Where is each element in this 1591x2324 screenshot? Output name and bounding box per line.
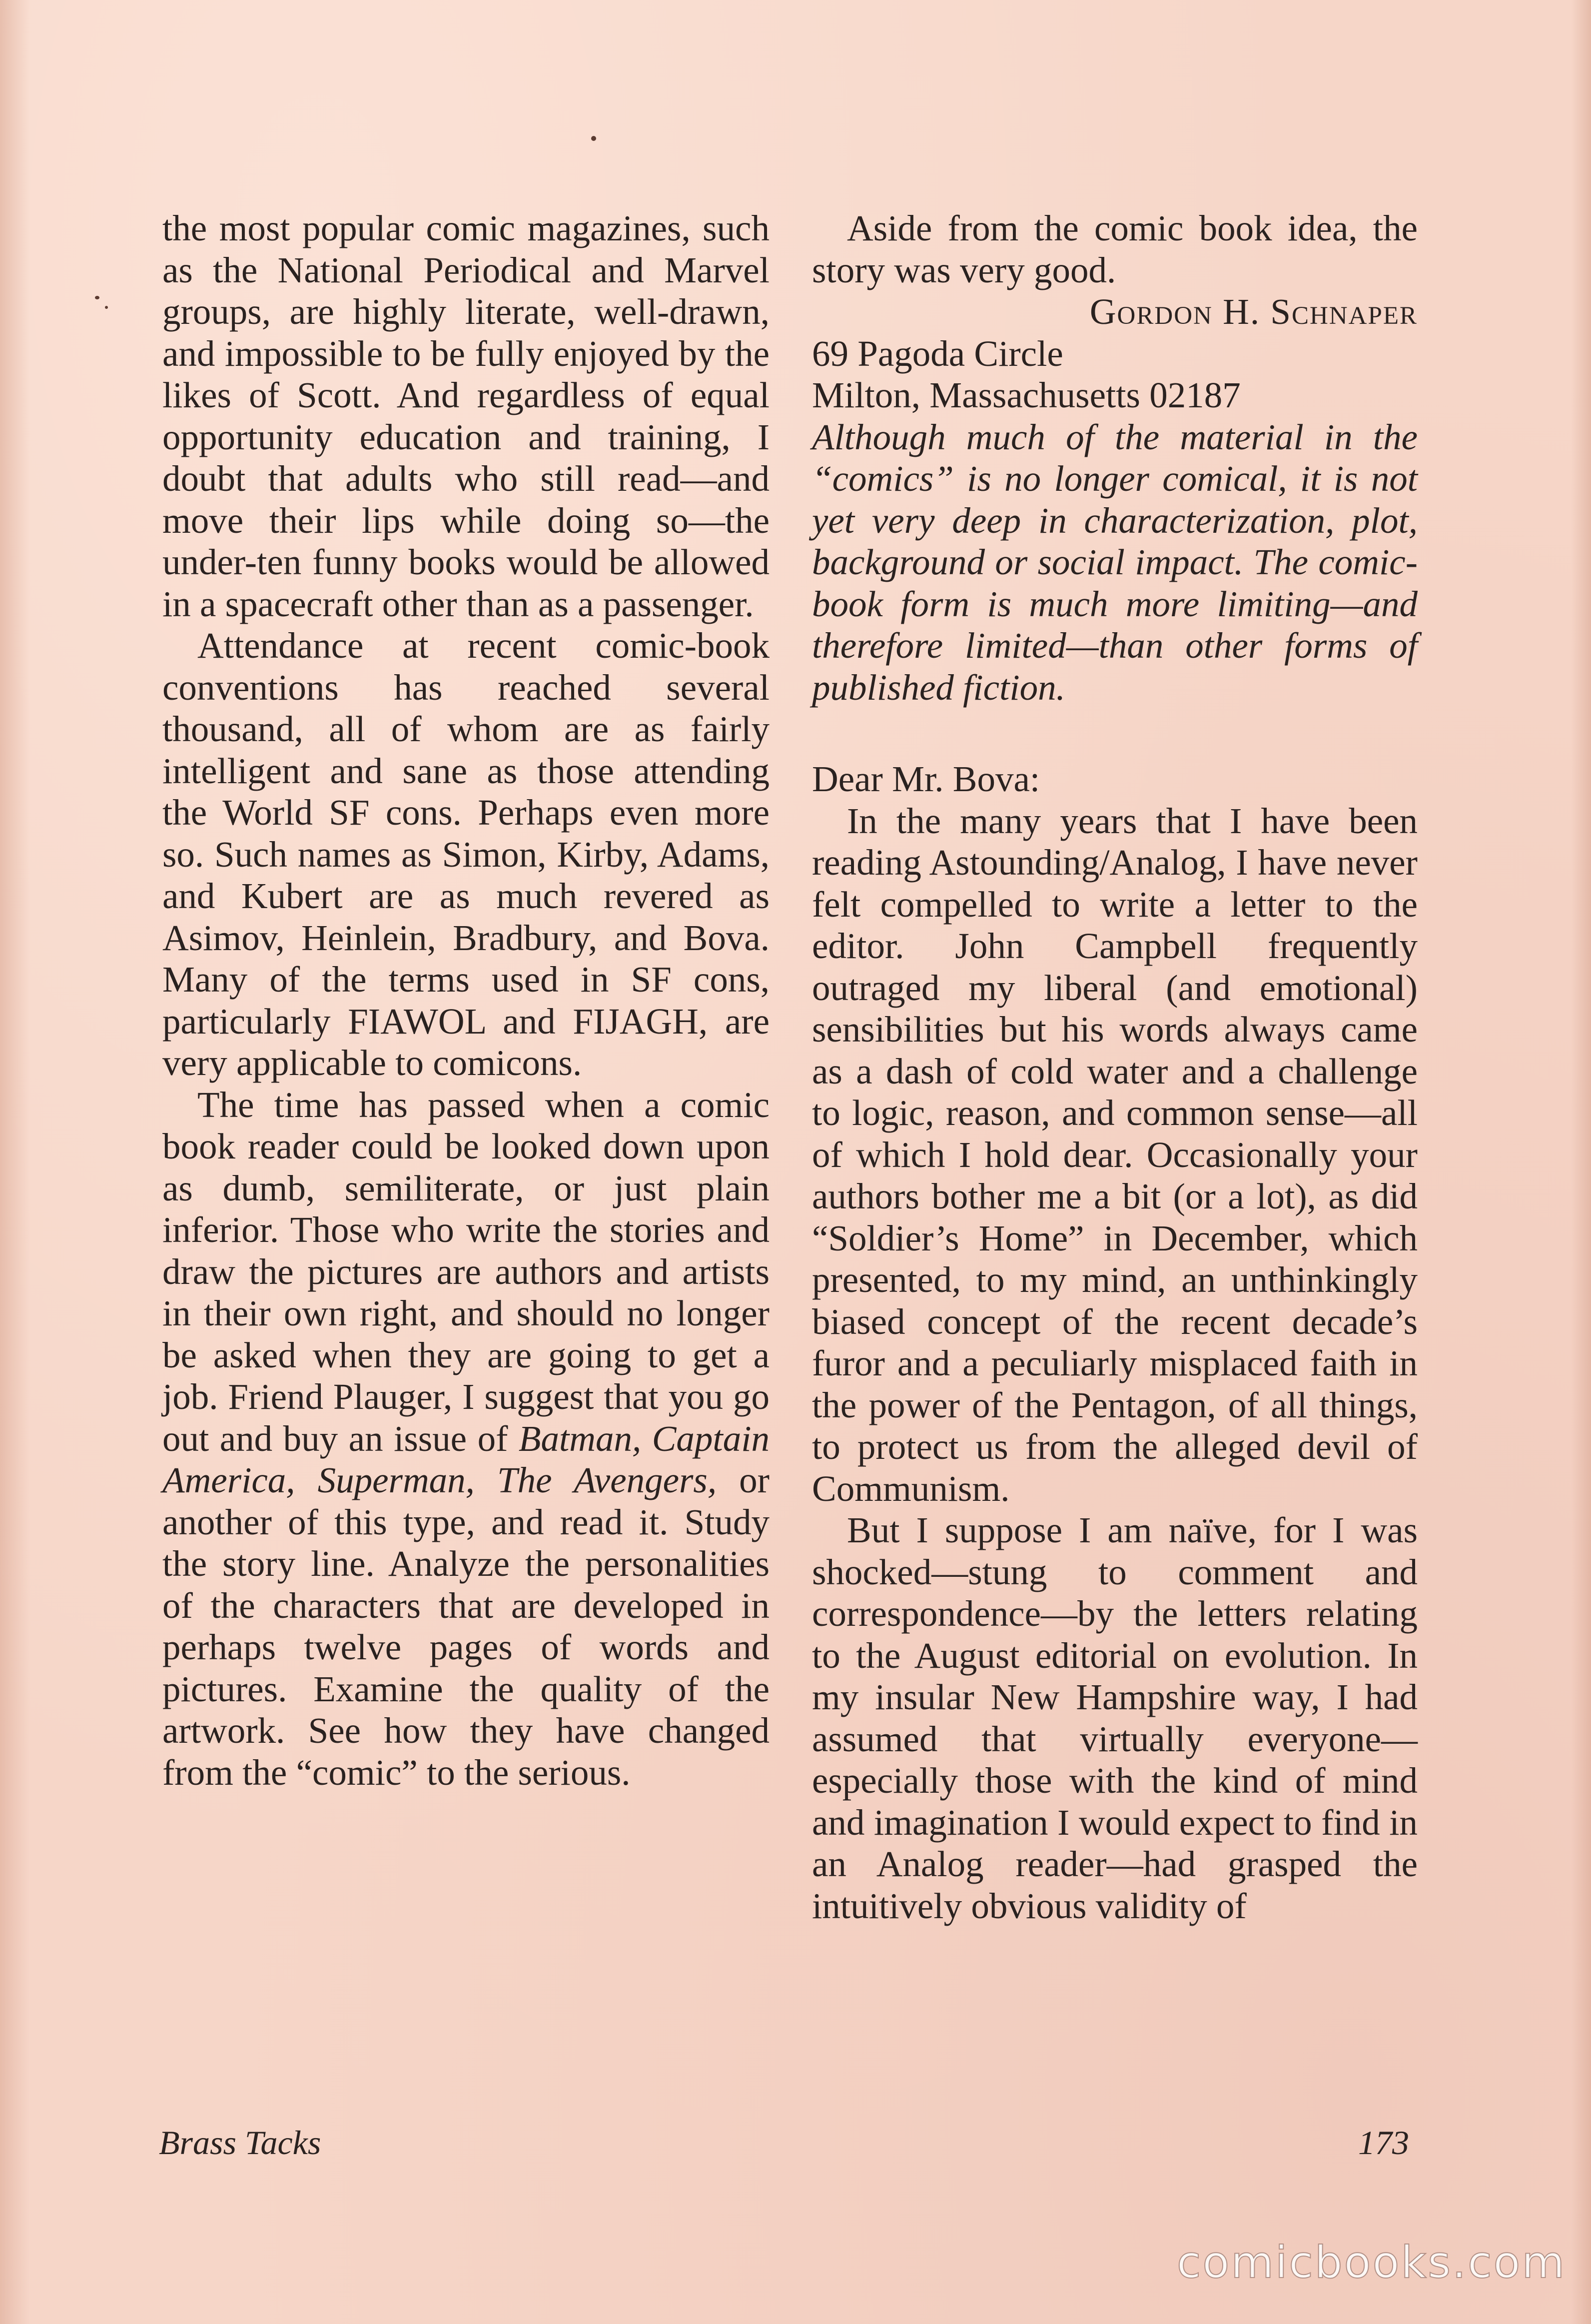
letter-paragraph: In the many years that I have been reading Astounding/Analog, I have never felt compelled to write a letter to the editor. John Campbell frequently outraged my liberal (and emotional) sensibilities but his words always came as a dash of cold water and a challenge to logic, reason, and common sense—all of which I hold dear. Occasionally your authors bother me a bit (or a lot), as did “Soldier’s Home” in December, which presented, to my mind, an unthinkingly biased concept of the recent decade’s furor and a peculiarly misplaced faith in the power of the Pentagon, of all things, to protect us from the alleged devil of Communism. — [812, 800, 1418, 1509]
right-column — [812, 207, 1418, 1927]
letter-separator — [812, 708, 1418, 758]
comic-titles: Batman, Captain America, Superman, The Avengers, — [162, 1418, 770, 1500]
site-watermark: comicbooks.com — [1177, 2237, 1567, 2288]
page-edge-shading-left — [0, 0, 30, 2324]
letter-paragraph: Aside from the comic book idea, the story was very good. — [812, 208, 1418, 290]
left-column — [162, 207, 770, 1793]
letter-paragraph — [162, 1084, 770, 1794]
paragraph-text: or another of this type, and read it. Study the story line. Analyze the personalities of the characters that are developed in perhaps twelve pages of words and pictures. Examine the quality of the artwork. See how they have changed from the “comic” to the serious. — [162, 1460, 770, 1793]
page-number: 173 — [1358, 2124, 1409, 2162]
page-edge-shading-right — [1571, 0, 1591, 2324]
letter-paragraph: But I suppose I am naïve, for I was shocked—stung to comment and correspondence—by the letters relating to the August editorial on evolution. In my insular New Hampshire way, I had assumed that virtually everyone—especially those with the kind of mind and imagination I would expect to find in an Analog reader—had grasped the intuitively obvious validity of — [812, 1510, 1418, 1926]
letter-paragraph: the most popular comic magazines, such as the National Periodical and Marvel groups, are highly literate, well-drawn, and impossible to be fully enjoyed by the likes of Scott. And regardless of equal opportunity education and training, I doubt that adults who still read—and move their lips while doing so—the under-ten funny books would be allowed in a spacecraft other than as a passenger. — [162, 208, 770, 624]
paper-speck — [591, 136, 596, 141]
address-line: Milton, Massachusetts 02187 — [812, 375, 1241, 415]
address-line: 69 Pagoda Circle — [812, 333, 1063, 374]
paragraph-text: The time has passed when a comic book reader could be looked down upon as dumb, semiliterate, or just plain inferior. Those who write the stories and draw the pictures are authors and artists in their own right, and should no longer be asked when they are going to get a job. Friend Plauger, I suggest that you go out and buy an issue of — [162, 1084, 770, 1459]
editor-reply: Although much of the material in the “comics” is no longer comical, it is not yet very deep in characterization, plot, background or social impact. The comic-book form is much more limiting—and therefore limited—than other forms of published fiction. — [812, 416, 1418, 708]
paper-speck — [95, 296, 99, 299]
letter-paragraph: Attendance at recent comic-book conventions has reached several thousand, all of whom are as fairly intelligent and sane as those attending the World SF cons. Perhaps even more so. Such names as Simon, Kirby, Adams, and Kubert are as much revered as Asimov, Heinlein, Bradbury, and Bova. Many of the terms used in SF cons, particularly FIAWOL and FIJAGH, are very applicable to comicons. — [162, 625, 770, 1083]
letter-signature: Gordon H. Schnaper — [1089, 291, 1418, 332]
running-footer-title: Brass Tacks — [159, 2124, 321, 2162]
paper-speck — [105, 306, 108, 309]
letter-salutation: Dear Mr. Bova: — [812, 759, 1040, 799]
